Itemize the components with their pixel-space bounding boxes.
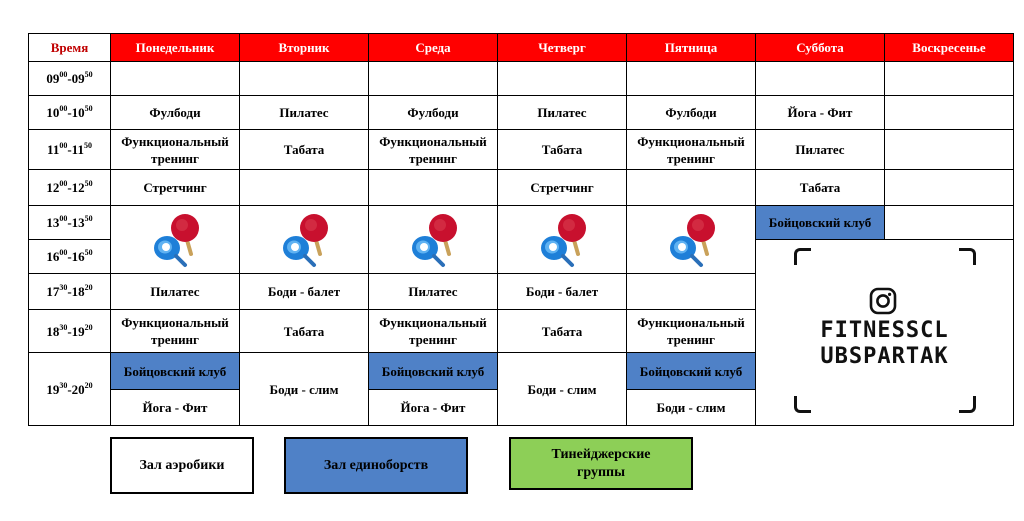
class-cell: Функциональный тренинг xyxy=(627,310,756,353)
day-header-sunday: Воскресенье xyxy=(885,34,1014,62)
schedule-row xyxy=(29,206,1014,240)
instagram-icon xyxy=(869,287,897,315)
time-slot: $09^{00}-09^{50}$ xyxy=(29,62,111,96)
empty-cell xyxy=(885,206,1014,240)
class-cell: Функциональный тренинг xyxy=(111,130,240,170)
class-cell: Йога - Фит xyxy=(369,390,498,426)
empty-cell xyxy=(885,170,1014,206)
table-tennis-cell xyxy=(498,206,627,274)
class-cell: Табата xyxy=(240,310,369,353)
class-cell: Стретчинг xyxy=(498,170,627,206)
ping-pong-paddle-icon xyxy=(145,210,205,270)
legend-teen-groups: Тинейджерские группы xyxy=(509,437,693,490)
empty-cell xyxy=(627,62,756,96)
class-cell: Пилатес xyxy=(369,274,498,310)
class-cell: Табата xyxy=(240,130,369,170)
time-slot: $17^{30}-18^{20}$ xyxy=(29,274,111,310)
empty-cell xyxy=(369,62,498,96)
ping-pong-paddle-icon xyxy=(661,210,721,270)
ping-pong-paddle-icon xyxy=(403,210,463,270)
instagram-handle: FITNESSCL UBSPARTAK xyxy=(820,318,949,369)
class-cell: Пилатес xyxy=(756,130,885,170)
time-slot: $18^{30}-19^{20}$ xyxy=(29,310,111,353)
time-slot: $12^{00}-12^{50}$ xyxy=(29,170,111,206)
time-column-header: Время xyxy=(29,34,111,62)
class-cell: Боди - балет xyxy=(498,274,627,310)
header-row xyxy=(29,34,1014,62)
empty-cell xyxy=(885,130,1014,170)
class-cell: Фулбоди xyxy=(369,96,498,130)
day-header-wednesday: Среда xyxy=(369,34,498,62)
schedule-row xyxy=(29,62,1014,96)
class-cell: Йога - Фит xyxy=(111,390,240,426)
empty-cell xyxy=(240,62,369,96)
class-cell: Фулбоди xyxy=(627,96,756,130)
class-cell: Боди - слим xyxy=(240,353,369,426)
class-cell: Боди - слим xyxy=(627,390,756,426)
empty-cell xyxy=(627,274,756,310)
ping-pong-paddle-icon xyxy=(532,210,592,270)
class-cell-fight-club: Бойцовский клуб xyxy=(369,353,498,390)
schedule-row xyxy=(29,170,1014,206)
instagram-promo xyxy=(756,240,1014,426)
table-tennis-cell xyxy=(240,206,369,274)
empty-cell xyxy=(627,170,756,206)
class-cell: Функциональный тренинг xyxy=(627,130,756,170)
day-header-saturday: Суббота xyxy=(756,34,885,62)
class-cell: Пилатес xyxy=(111,274,240,310)
class-cell: Функциональный тренинг xyxy=(369,130,498,170)
class-cell: Табата xyxy=(498,130,627,170)
schedule-row xyxy=(29,96,1014,130)
ping-pong-paddle-icon xyxy=(274,210,334,270)
class-cell: Боди - балет xyxy=(240,274,369,310)
empty-cell xyxy=(369,170,498,206)
day-header-monday: Понедельник xyxy=(111,34,240,62)
class-cell: Табата xyxy=(756,170,885,206)
class-cell: Пилатес xyxy=(240,96,369,130)
frame-corner xyxy=(959,396,976,413)
empty-cell xyxy=(240,170,369,206)
time-slot: $19^{30}-20^{20}$ xyxy=(29,353,111,426)
empty-cell xyxy=(885,62,1014,96)
class-cell: Стретчинг xyxy=(111,170,240,206)
class-cell: Йога - Фит xyxy=(756,96,885,130)
class-cell-fight-club: Бойцовский клуб xyxy=(627,353,756,390)
table-tennis-cell xyxy=(627,206,756,274)
class-cell: Функциональный тренинг xyxy=(369,310,498,353)
class-cell: Фулбоди xyxy=(111,96,240,130)
empty-cell xyxy=(885,96,1014,130)
class-cell: Табата xyxy=(498,310,627,353)
legend-martial-arts-hall: Зал единоборств xyxy=(284,437,468,494)
time-slot: $11^{00}-11^{50}$ xyxy=(29,130,111,170)
time-slot: $10^{00}-10^{50}$ xyxy=(29,96,111,130)
empty-cell xyxy=(498,62,627,96)
schedule-table xyxy=(28,33,1014,426)
table-tennis-cell xyxy=(369,206,498,274)
empty-cell xyxy=(756,62,885,96)
day-header-thursday: Четверг xyxy=(498,34,627,62)
class-cell: Функциональный тренинг xyxy=(111,310,240,353)
time-slot: $13^{00}-13^{50}$ xyxy=(29,206,111,240)
class-cell: Пилатес xyxy=(498,96,627,130)
empty-cell xyxy=(111,62,240,96)
time-slot: $16^{00}-16^{50}$ xyxy=(29,240,111,274)
day-header-tuesday: Вторник xyxy=(240,34,369,62)
class-cell-fight-club: Бойцовский клуб xyxy=(111,353,240,390)
frame-corner xyxy=(959,248,976,265)
day-header-friday: Пятница xyxy=(627,34,756,62)
class-cell: Боди - слим xyxy=(498,353,627,426)
schedule-row xyxy=(29,130,1014,170)
legend-aerobics-hall: Зал аэробики xyxy=(110,437,254,494)
frame-corner xyxy=(794,396,811,413)
frame-corner xyxy=(794,248,811,265)
table-tennis-cell xyxy=(111,206,240,274)
class-cell-fight-club: Бойцовский клуб xyxy=(756,206,885,240)
